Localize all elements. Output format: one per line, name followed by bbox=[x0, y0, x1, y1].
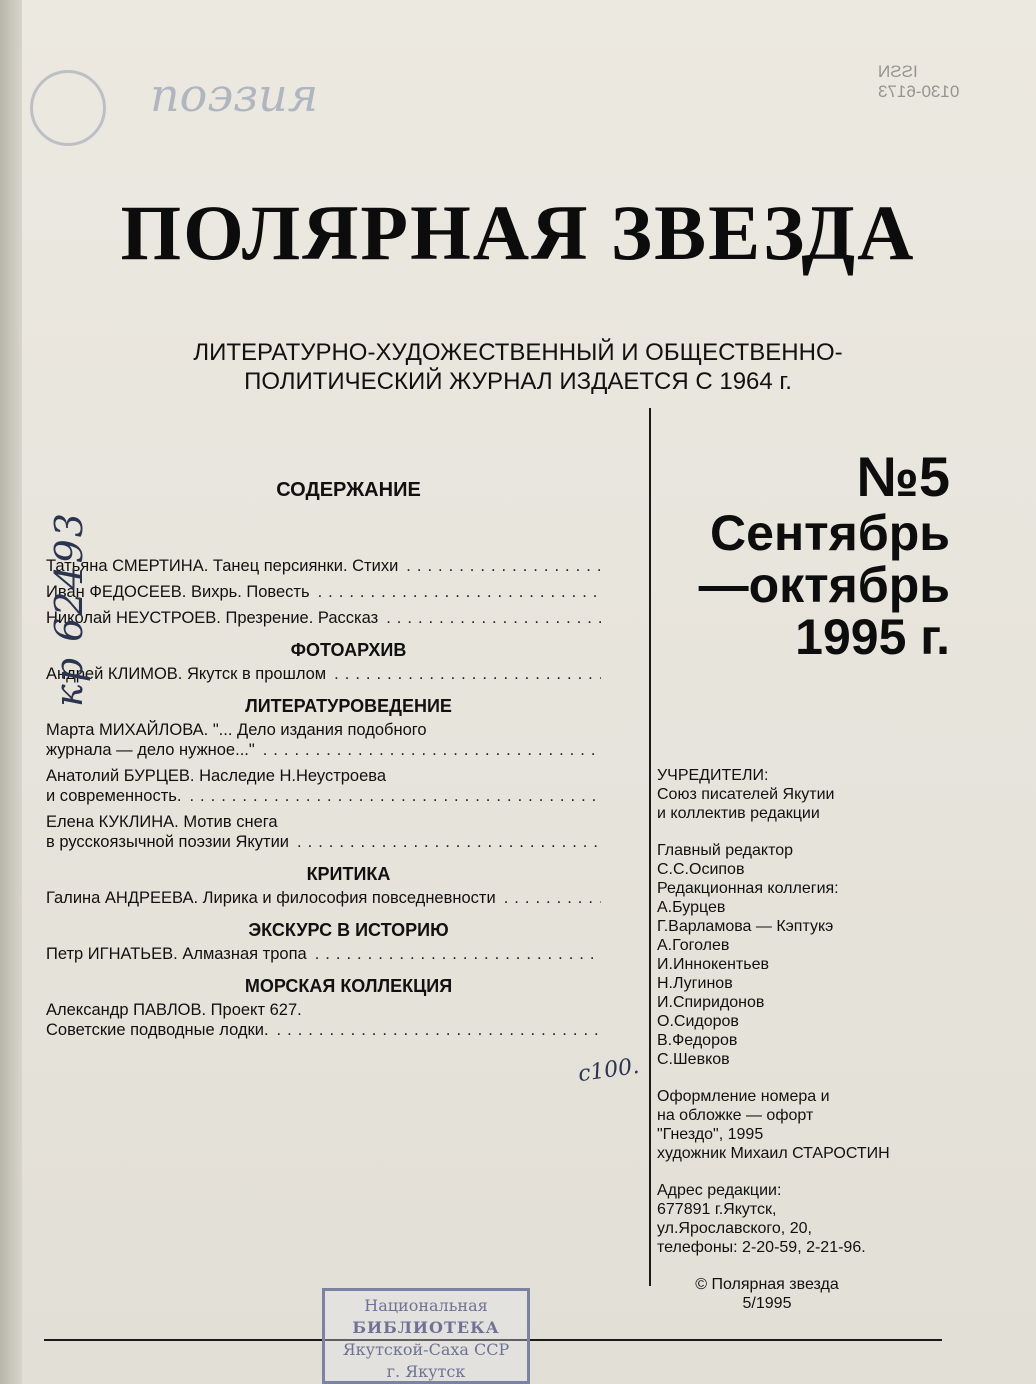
toc-entry bbox=[46, 582, 601, 602]
imprint-column bbox=[657, 766, 957, 1331]
founders-block bbox=[657, 766, 957, 823]
column-divider bbox=[649, 408, 651, 1286]
toc-entry bbox=[46, 812, 601, 852]
toc-entry-text: в русскоязычной поэзии Якутии bbox=[46, 833, 290, 851]
issn-label: ISSN bbox=[878, 62, 918, 81]
copyright-block bbox=[657, 1275, 877, 1313]
toc-entry-text: Галина АНДРЕЕВА. Лирика и философия повседневности bbox=[46, 889, 496, 907]
toc-entry-text: Татьяна СМЕРТИНА. Танец персиянки. Стихи bbox=[46, 557, 399, 575]
price-handwriting: с100. bbox=[576, 1053, 641, 1088]
imprint-line: Союз писателей Якутии bbox=[657, 786, 835, 803]
faded-handwriting: поэзия bbox=[150, 68, 319, 122]
toc-entry-text: Александр ПАВЛОВ. Проект 627. bbox=[46, 1001, 302, 1019]
imprint-line: С.Шевков bbox=[657, 1051, 730, 1068]
table-of-contents bbox=[46, 480, 601, 1046]
imprint-line: В.Федоров bbox=[657, 1032, 738, 1049]
dot-leader bbox=[189, 786, 601, 806]
subtitle-line: ПОЛИТИЧЕСКИЙ ЖУРНАЛ ИЗДАЕТСЯ С 1964 г. bbox=[244, 368, 792, 395]
toc-entry bbox=[46, 1000, 601, 1040]
magazine-title: ПОЛЯРНАЯ ЗВЕЗДА bbox=[120, 189, 916, 276]
imprint-line: ул.Ярославского, 20, bbox=[657, 1220, 812, 1237]
issue-info bbox=[655, 447, 950, 663]
toc-entry-text: Елена КУКЛИНА. Мотив снега bbox=[46, 813, 278, 831]
imprint-line: телефоны: 2-20-59, 2-21-96. bbox=[657, 1239, 866, 1256]
toc-entry bbox=[46, 720, 601, 760]
toc-section-photoarchive bbox=[46, 640, 601, 684]
imprint-line: Оформление номера и bbox=[657, 1088, 830, 1105]
imprint-line: на обложке — офорт bbox=[657, 1107, 814, 1124]
imprint-line: Г.Варламова — Кэптукэ bbox=[657, 918, 834, 935]
toc-entry bbox=[46, 608, 601, 628]
stamp-line: Национальная bbox=[364, 1296, 488, 1315]
imprint-line: 677891 г.Якутск, bbox=[657, 1201, 777, 1218]
address-block bbox=[657, 1181, 957, 1257]
margin-handwriting: кр 62493 bbox=[47, 511, 91, 707]
dot-leader bbox=[297, 832, 601, 852]
dot-leader bbox=[318, 582, 601, 602]
toc-entry-text: Советские подводные лодки. bbox=[46, 1021, 269, 1039]
section-heading: ЭКСКУРС В ИСТОРИЮ bbox=[248, 920, 449, 940]
imprint-line: С.С.Осипов bbox=[657, 861, 745, 878]
issn-number: 0130-6173 bbox=[878, 82, 960, 101]
dot-leader bbox=[504, 888, 601, 908]
section-heading: ЛИТЕРАТУРОВЕДЕНИЕ bbox=[245, 696, 452, 716]
toc-entry bbox=[46, 766, 601, 806]
imprint-line: И.Иннокентьев bbox=[657, 956, 769, 973]
section-heading: МОРСКАЯ КОЛЛЕКЦИЯ bbox=[244, 976, 453, 996]
copyright-line: © Полярная звезда bbox=[695, 1276, 839, 1293]
imprint-line: О.Сидоров bbox=[657, 1013, 739, 1030]
toc-entry-text: Анатолий БУРЦЕВ. Наследие Н.Неустроева bbox=[46, 767, 387, 785]
toc-entry bbox=[46, 888, 601, 908]
dot-leader bbox=[315, 944, 601, 964]
toc-entry-text: журнала — дело нужное..." bbox=[46, 741, 255, 759]
issue-year: 1995 г. bbox=[795, 609, 950, 665]
magazine-subtitle bbox=[0, 338, 1036, 396]
toc-entry-text: и современность. bbox=[46, 787, 182, 805]
stamp-line: БИБЛИОТЕКА bbox=[352, 1318, 500, 1337]
toc-section-naval bbox=[46, 976, 601, 1040]
toc-entry bbox=[46, 556, 601, 576]
toc-entry bbox=[46, 944, 601, 964]
imprint-line: И.Спиридонов bbox=[657, 994, 765, 1011]
section-heading: КРИТИКА bbox=[306, 864, 391, 884]
imprint-line: "Гнездо", 1995 bbox=[657, 1126, 764, 1143]
issue-month: —октябрь bbox=[698, 557, 950, 613]
toc-entry-text: Николай НЕУСТРОЕВ. Презрение. Рассказ bbox=[46, 609, 379, 627]
editorial-block bbox=[657, 841, 957, 1069]
dot-leader bbox=[334, 664, 601, 684]
dot-leader bbox=[386, 608, 601, 628]
imprint-line: Редакционная коллегия: bbox=[657, 880, 839, 897]
faded-circle-stamp bbox=[30, 70, 106, 146]
issue-number: №5 bbox=[856, 445, 950, 508]
toc-entry bbox=[46, 664, 601, 684]
imprint-line: А.Бурцев bbox=[657, 899, 726, 916]
toc-entry-text: Иван ФЕДОСЕЕВ. Вихрь. Повесть bbox=[46, 583, 310, 601]
design-credits-block bbox=[657, 1087, 957, 1163]
toc-entry-text: Петр ИГНАТЬЕВ. Алмазная тропа bbox=[46, 945, 307, 963]
dot-leader bbox=[277, 1020, 601, 1040]
toc-entry-text: Андрей КЛИМОВ. Якутск в прошлом bbox=[46, 665, 327, 683]
subtitle-line: ЛИТЕРАТУРНО-ХУДОЖЕСТВЕННЫЙ И ОБЩЕСТВЕННО- bbox=[193, 339, 843, 366]
toc-heading: СОДЕРЖАНИЕ bbox=[276, 479, 421, 501]
imprint-line: Главный редактор bbox=[657, 842, 794, 859]
copyright-line: 5/1995 bbox=[742, 1295, 792, 1312]
toc-entry-text: Марта МИХАЙЛОВА. "... Дело издания подобного bbox=[46, 721, 427, 739]
dot-leader bbox=[263, 740, 601, 760]
dot-leader bbox=[406, 556, 601, 576]
issue-month: Сентябрь bbox=[710, 505, 950, 561]
toc-section-criticism bbox=[46, 864, 601, 908]
toc-section-literary-studies bbox=[46, 696, 601, 852]
issn-block bbox=[878, 62, 988, 102]
toc-section-history bbox=[46, 920, 601, 964]
imprint-line: художник Михаил СТАРОСТИН bbox=[657, 1145, 890, 1162]
library-stamp bbox=[322, 1288, 530, 1384]
imprint-line: УЧРЕДИТЕЛИ: bbox=[657, 767, 769, 784]
section-heading: ФОТОАРХИВ bbox=[290, 640, 407, 660]
stamp-line: г. Якутск bbox=[386, 1362, 466, 1381]
imprint-line: Н.Лугинов bbox=[657, 975, 733, 992]
imprint-line: Адрес редакции: bbox=[657, 1182, 782, 1199]
imprint-line: и коллектив редакции bbox=[657, 805, 820, 822]
stamp-line: Якутской-Саха ССР bbox=[342, 1340, 510, 1359]
imprint-line: А.Гоголев bbox=[657, 937, 730, 954]
